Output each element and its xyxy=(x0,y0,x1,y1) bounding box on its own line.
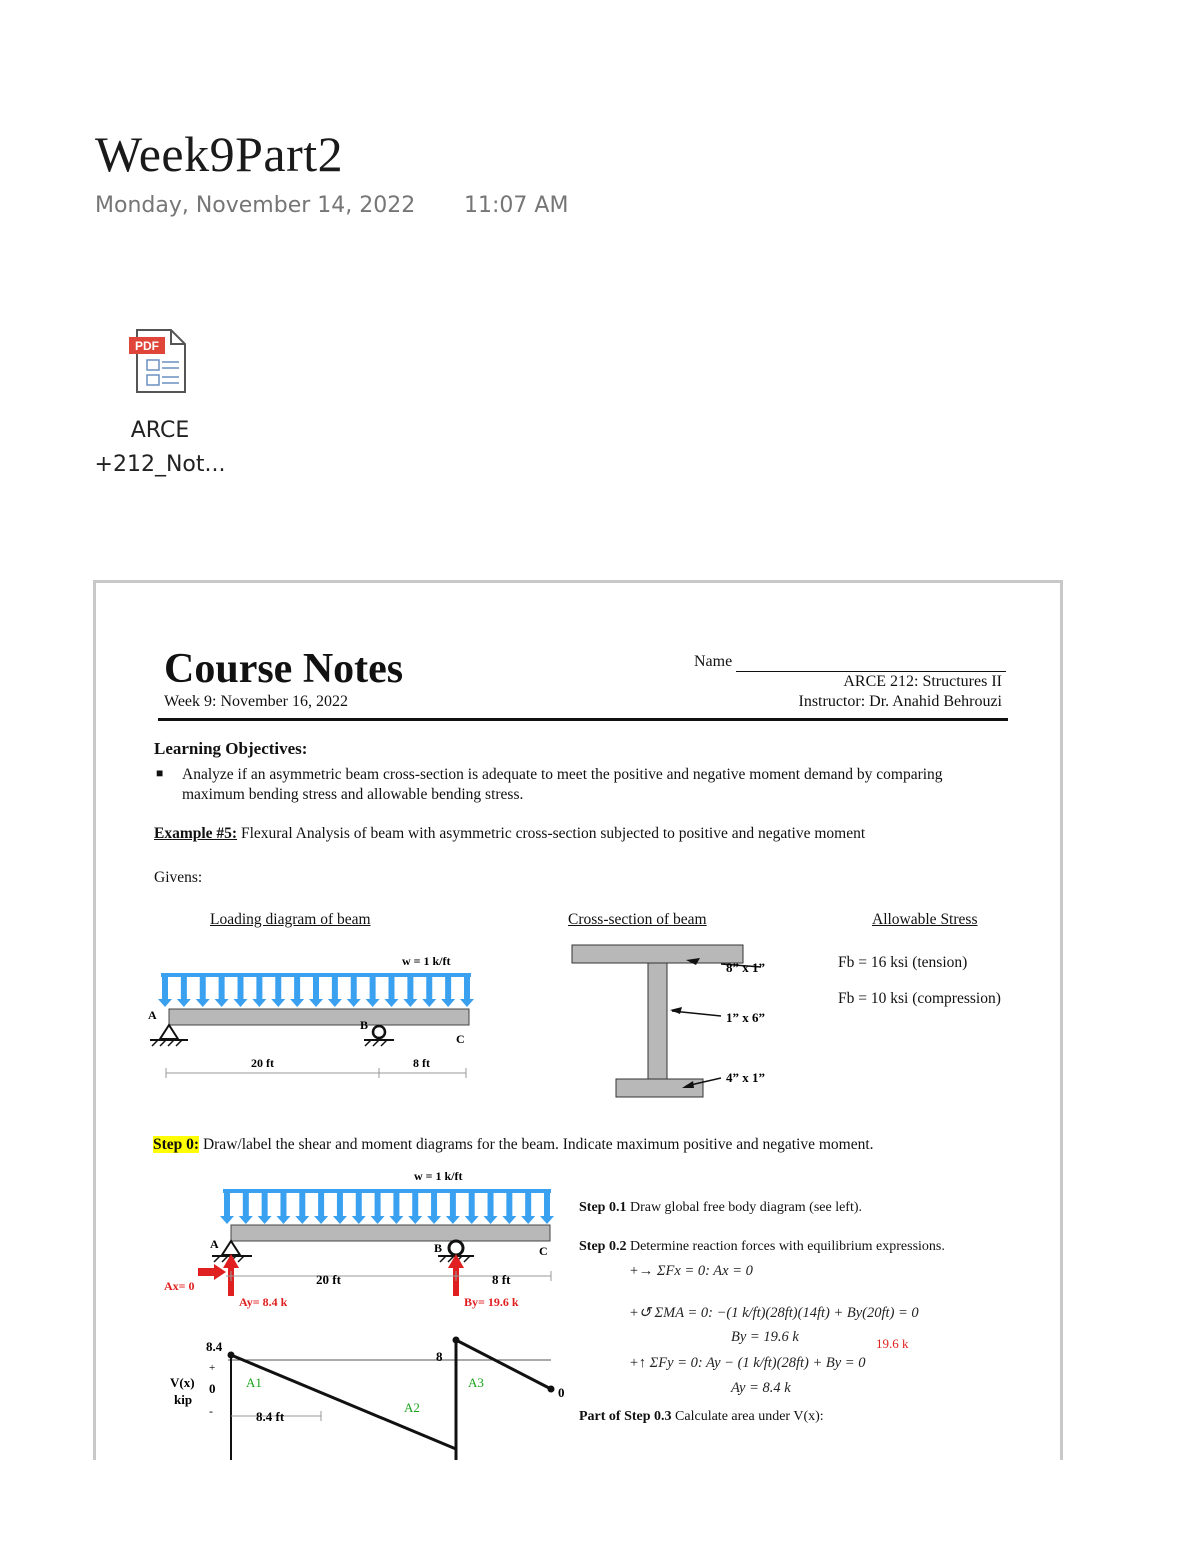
pdf-badge: PDF xyxy=(135,339,159,353)
fb-compression: Fb = 10 ksi (compression) xyxy=(838,990,1001,1007)
equation-sum-ma: +↺ ΣMA = 0: −(1 k/ft)(28ft)(14ft) + By(20ft) = 0 xyxy=(629,1305,919,1321)
instructor: Instructor: Dr. Anahid Behrouzi xyxy=(798,693,1002,710)
load-arrow xyxy=(347,975,361,1007)
step01-line xyxy=(579,1200,862,1216)
v-axis-unit: kip xyxy=(174,1392,193,1407)
objective-1: Analyze if an asymmetric beam cross-section is adequate to meet the positive and negative moment demand by comparing maximum bending stress and allowable bending stress. xyxy=(182,766,943,803)
v-minus: - xyxy=(209,1404,213,1418)
name-label: Name xyxy=(694,653,733,670)
ay-result: Ay = 8.4 k xyxy=(731,1380,791,1396)
load-arrow xyxy=(540,1191,554,1224)
load-arrow xyxy=(460,975,474,1007)
load-arrow xyxy=(484,1191,498,1224)
cross-section-heading: Cross-section of beam xyxy=(568,911,707,928)
load-arrow xyxy=(521,1191,535,1224)
fb-tension: Fb = 16 ksi (tension) xyxy=(838,954,968,971)
load-arrow xyxy=(290,975,304,1007)
load-arrow xyxy=(333,1191,347,1224)
step02-label: Step 0.2 xyxy=(579,1239,627,1254)
fbd-distributed-load-arrows xyxy=(220,1189,554,1224)
v-axis-zero: 0 xyxy=(209,1381,216,1396)
step02-text: Determine reaction forces with equilibrium expressions. xyxy=(626,1239,945,1254)
allowable-stress-heading: Allowable Stress xyxy=(872,911,978,928)
embedded-pdf-printout xyxy=(93,580,1063,1460)
givens-label: Givens: xyxy=(154,869,203,886)
objectives-heading: Learning Objectives: xyxy=(154,739,308,758)
load-arrow xyxy=(328,975,342,1007)
span-bc: 8 ft xyxy=(413,1056,430,1070)
area-a2: A2 xyxy=(404,1400,420,1415)
load-arrow xyxy=(234,975,248,1007)
roller-support-b xyxy=(364,1026,394,1046)
example-line xyxy=(154,825,865,843)
free-body-and-shear-diagram xyxy=(156,1168,586,1460)
reaction-ax-arrow xyxy=(198,1264,226,1280)
equation-sum-fy: +↑ ΣFy = 0: Ay − (1 k/ft)(28ft) + By = 0 xyxy=(629,1355,866,1371)
fbd-load-label: w = 1 k/ft xyxy=(414,1169,463,1183)
beam xyxy=(169,1009,469,1025)
load-arrow xyxy=(352,1191,366,1224)
course-notes-week: Week 9: November 16, 2022 xyxy=(164,693,348,710)
v-plus: + xyxy=(209,1362,216,1374)
top-flange xyxy=(572,945,743,963)
attachment-name-line2: +212_Not... xyxy=(94,452,226,477)
step03-text: Calculate area under V(x): xyxy=(671,1409,824,1424)
v-0: 0 xyxy=(558,1385,565,1400)
note-time: 11:07 AM xyxy=(464,193,569,218)
load-arrow xyxy=(220,1191,234,1224)
web xyxy=(648,963,667,1079)
v-8: 8 xyxy=(436,1349,443,1364)
cross-section-diagram xyxy=(566,938,816,1103)
by-label: By= 19.6 k xyxy=(464,1295,519,1309)
attachment-name-line1: ARCE xyxy=(130,418,190,443)
fbd-point-a: A xyxy=(210,1237,219,1251)
step0-label: Step 0: xyxy=(153,1136,200,1153)
by-result: By = 19.6 k xyxy=(731,1329,799,1345)
load-arrow xyxy=(252,975,266,1007)
load-arrow xyxy=(158,975,172,1007)
fbd-point-c: C xyxy=(539,1244,548,1258)
loading-diagram-heading: Loading diagram of beam xyxy=(210,911,371,928)
load-arrow xyxy=(446,1191,460,1224)
load-arrow xyxy=(295,1191,309,1224)
pin-support-a xyxy=(150,1025,188,1046)
load-arrow xyxy=(276,1191,290,1224)
v-8.4: 8.4 xyxy=(206,1339,223,1354)
load-arrow xyxy=(441,975,455,1007)
header-rule xyxy=(158,718,1008,721)
load-arrow xyxy=(215,975,229,1007)
step0-line xyxy=(153,1136,874,1154)
by-annotation: 19.6 k xyxy=(876,1336,909,1351)
load-arrow xyxy=(366,975,380,1007)
point-c: C xyxy=(456,1032,465,1046)
load-arrow xyxy=(177,975,191,1007)
loading-diagram xyxy=(136,943,496,1083)
load-arrow xyxy=(314,1191,328,1224)
bullet: ■ xyxy=(156,766,164,780)
load-arrow xyxy=(385,975,399,1007)
pdf-file-icon[interactable] xyxy=(127,328,189,394)
load-arrow xyxy=(271,975,285,1007)
step0-text: Draw/label the shear and moment diagrams for the beam. Indicate maximum positive and negative moment. xyxy=(199,1136,874,1153)
step03-line xyxy=(579,1409,824,1425)
load-bar xyxy=(223,1189,551,1193)
page-title: Week9Part2 xyxy=(95,126,344,182)
ax-label: Ax= 0 xyxy=(164,1279,195,1293)
step03-label: Part of Step 0.3 xyxy=(579,1409,672,1424)
load-arrow xyxy=(408,1191,422,1224)
load-arrow xyxy=(422,975,436,1007)
span-ab: 20 ft xyxy=(251,1056,274,1070)
attachment-filename[interactable] xyxy=(90,414,230,482)
v-axis-label: V(x) xyxy=(170,1375,195,1390)
load-arrow xyxy=(309,975,323,1007)
example-text: Flexural Analysis of beam with asymmetric cross-section subjected to positive and negative moment xyxy=(237,825,866,842)
course-notes-title: Course Notes xyxy=(164,646,404,692)
load-arrow xyxy=(389,1191,403,1224)
load-arrow xyxy=(196,975,210,1007)
step01-label: Step 0.1 xyxy=(579,1200,627,1215)
load-arrow xyxy=(403,975,417,1007)
web-dim: 1” x 6” xyxy=(726,1010,765,1025)
load-arrow xyxy=(465,1191,479,1224)
area-a1: A1 xyxy=(246,1375,262,1390)
example-label: Example #5: xyxy=(154,825,238,842)
fbd-span-1: 20 ft xyxy=(316,1272,341,1287)
point-a: A xyxy=(148,1008,157,1022)
bottom-flange-dim: 4” x 1” xyxy=(726,1070,765,1085)
load-arrow xyxy=(239,1191,253,1224)
fbd-beam xyxy=(231,1225,550,1241)
step01-text: Draw global free body diagram (see left). xyxy=(626,1200,863,1215)
ay-label: Ay= 8.4 k xyxy=(239,1295,288,1309)
note-date: Monday, November 14, 2022 xyxy=(95,193,416,218)
distributed-load-arrows xyxy=(158,973,474,1007)
area-a3: A3 xyxy=(468,1375,484,1390)
point-b: B xyxy=(360,1018,369,1032)
load-arrow xyxy=(371,1191,385,1224)
equation-sum-fx: +→ ΣFx = 0: Ax = 0 xyxy=(629,1263,753,1279)
load-arrow xyxy=(258,1191,272,1224)
load-arrow xyxy=(427,1191,441,1224)
load-arrow xyxy=(502,1191,516,1224)
name-line xyxy=(736,671,1006,672)
fbd-span-2: 8 ft xyxy=(492,1272,511,1287)
zero-shear-distance: 8.4 ft xyxy=(256,1409,285,1424)
load-label: w = 1 k/ft xyxy=(402,954,451,968)
top-flange-dim: 8” x 1” xyxy=(726,960,765,975)
step02-line xyxy=(579,1239,945,1255)
fbd-point-b: B xyxy=(434,1241,443,1255)
course-name: ARCE 212: Structures II xyxy=(843,673,1002,690)
